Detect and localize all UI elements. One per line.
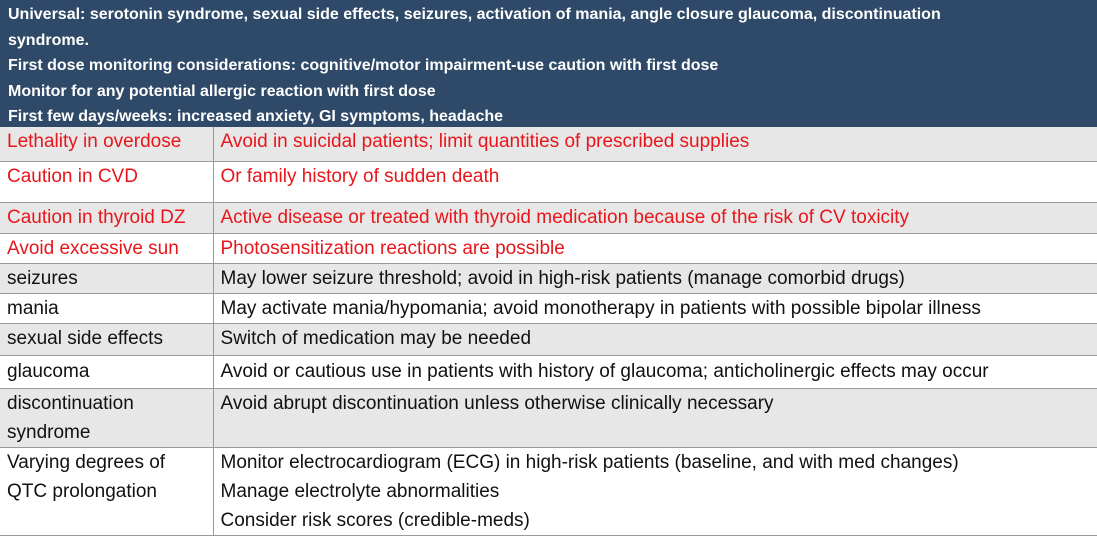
row-detail: Avoid in suicidal patients; limit quantities of prescribed supplies <box>213 127 1097 161</box>
table-row <box>0 388 1097 447</box>
header-line-universal: Universal: serotonin syndrome, sexual side effects, seizures, activation of mania, angle closure glaucoma, discontinuation <box>8 6 941 23</box>
row-label: mania <box>0 293 213 323</box>
row-detail: Monitor electrocardiogram (ECG) in high-risk patients (baseline, and with med changes) Manage electrolyte abnormalities Consider risk scores (credible-meds) <box>213 447 1097 535</box>
table-row <box>0 323 1097 355</box>
summary-header <box>0 0 1097 127</box>
header-line-first-dose: First dose monitoring considerations: cognitive/motor impairment-use caution with first dose <box>8 57 719 74</box>
row-detail: Avoid or cautious use in patients with history of glaucoma; anticholinergic effects may occur <box>213 355 1097 388</box>
row-label: seizures <box>0 263 213 293</box>
table-row <box>0 263 1097 293</box>
table-row <box>0 355 1097 388</box>
row-label: Varying degrees of QTC prolongation <box>0 447 213 535</box>
table-row <box>0 293 1097 323</box>
row-label: discontinuation syndrome <box>0 388 213 447</box>
row-label: sexual side effects <box>0 323 213 355</box>
row-detail: Photosensitization reactions are possible <box>213 233 1097 263</box>
table-row <box>0 447 1097 535</box>
table-row <box>0 127 1097 161</box>
header-line-first-weeks: First few days/weeks: increased anxiety, GI symptoms, headache <box>8 108 504 125</box>
row-label: Caution in thyroid DZ <box>0 202 213 233</box>
row-label: Lethality in overdose <box>0 127 213 161</box>
row-label: Caution in CVD <box>0 161 213 202</box>
row-detail: Avoid abrupt discontinuation unless otherwise clinically necessary <box>213 388 1097 447</box>
table-row <box>0 233 1097 263</box>
row-label: glaucoma <box>0 355 213 388</box>
header-line-allergic: Monitor for any potential allergic reaction with first dose <box>8 82 436 100</box>
header-line-universal-cont: syndrome. <box>8 31 89 49</box>
row-detail: May activate mania/hypomania; avoid monotherapy in patients with possible bipolar illness <box>213 293 1097 323</box>
row-detail: Switch of medication may be needed <box>213 323 1097 355</box>
side-effects-table <box>0 127 1097 536</box>
table-row <box>0 161 1097 202</box>
row-detail: Active disease or treated with thyroid medication because of the risk of CV toxicity <box>213 202 1097 233</box>
row-detail: May lower seizure threshold; avoid in high-risk patients (manage comorbid drugs) <box>213 263 1097 293</box>
row-detail: Or family history of sudden death <box>213 161 1097 202</box>
table-row <box>0 202 1097 233</box>
row-label: Avoid excessive sun <box>0 233 213 263</box>
